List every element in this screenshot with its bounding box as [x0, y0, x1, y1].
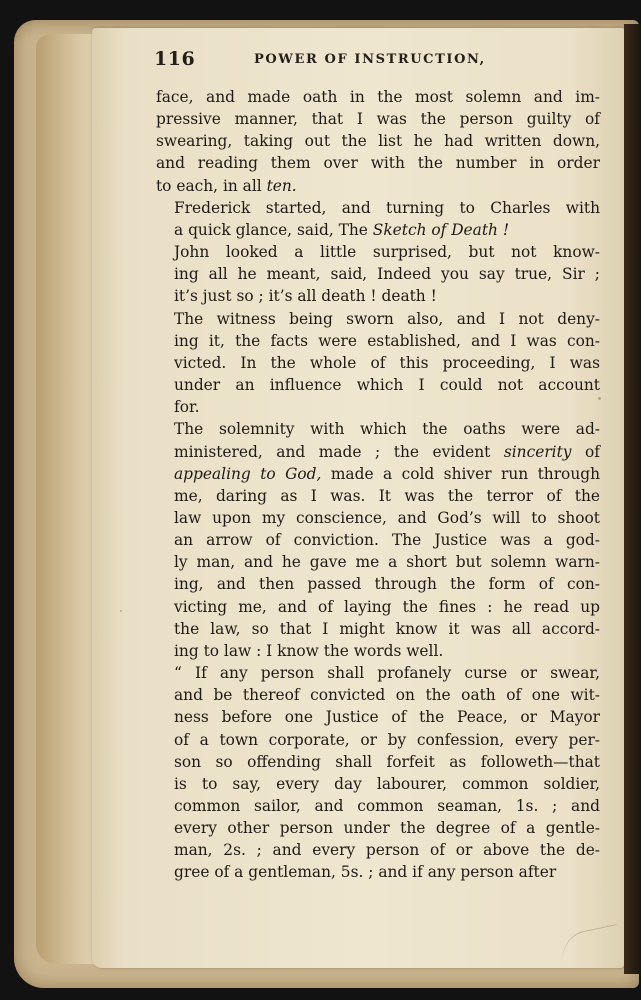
paragraph [156, 197, 600, 241]
paragraph [156, 662, 600, 884]
text-line: The witness being sworn also, and I not deny- [174, 309, 600, 328]
italic-text: Sketch of Death ! [372, 220, 510, 239]
text-line: ing all he meant, said, Indeed you say true, Sir ; [174, 265, 600, 284]
text-line: me, daring as I was. It was the terror of the [174, 486, 600, 505]
text-line: ing, and then passed through the form of con- [174, 575, 600, 594]
text-line: for. [174, 398, 200, 417]
text-line: ing it, the facts were established, and I was con- [174, 331, 600, 350]
paragraph [156, 308, 600, 419]
italic-text: ten. [266, 176, 297, 195]
italic-text: sincerity [503, 442, 572, 461]
text-line: of a town corporate, or by confession, every per- [174, 730, 600, 749]
text-line: victing me, and of laying the fines : he read up [174, 597, 600, 616]
text-line: under an influence which I could not account [174, 376, 600, 395]
text-line: ness before one Justice of the Peace, or Mayor [174, 708, 600, 727]
text-line: and be thereof convicted on the oath of one wit- [174, 686, 600, 705]
text-line: gree of a gentleman, 5s. ; and if any person after [174, 863, 557, 882]
text-line: “ If any person shall profanely curse or swear, [174, 664, 600, 683]
paragraph [156, 86, 600, 197]
text-line: common sailor, and common seaman, 1s. ; and [174, 797, 600, 815]
italic-text: appealing to God, [174, 464, 322, 483]
text-line: pressive manner, that I was the person guilty of [156, 110, 600, 129]
running-title: POWER OF INSTRUCTION, [254, 52, 486, 67]
text-line: law upon my conscience, and God’s will to shoot [174, 508, 600, 527]
text-line: a quick glance, said, The Sketch of Death ! [174, 220, 510, 239]
text-line: ly man, and he gave me a short but solemn warn- [174, 553, 600, 572]
text-line: to each, in all ten. [156, 176, 297, 195]
text-line: swearing, taking out the list he had written down, [156, 132, 600, 151]
text-line: victed. In the whole of this proceeding, I was [174, 353, 600, 372]
text-line: Frederick started, and turning to Charles with [174, 198, 600, 217]
text-line: every other person under the degree of a gentle- [174, 819, 600, 838]
text-line: man, 2s. ; and every person of or above the de- [174, 841, 600, 860]
book-cover-edge [624, 24, 641, 974]
paper-speck [120, 610, 122, 612]
text-line: it’s just so ; it’s all death ! death ! [174, 287, 437, 306]
text-line: and reading them over with the number in order [156, 154, 600, 173]
text-line: face, and made oath in the most solemn and im- [156, 88, 600, 106]
page-body-text [156, 86, 600, 884]
page-number: 116 [154, 48, 196, 70]
paragraph [156, 241, 600, 307]
text-line: son so offending shall forfeit as followeth—that [174, 752, 600, 771]
text-line: the law, so that I might know it was all accord- [174, 619, 600, 638]
text-line: is to say, every day labourer, common soldier, [174, 774, 600, 793]
text-line: appealing to God, made a cold shiver run through [174, 464, 600, 483]
text-line: John looked a little surprised, but not know- [174, 243, 600, 262]
text-line: an arrow of conviction. The Justice was a god- [174, 531, 600, 550]
text-line: ministered, and made ; the evident sincerity of [174, 442, 600, 461]
paragraph [156, 418, 600, 662]
text-line: ing to law : I know the words well. [174, 641, 444, 660]
text-line: The solemnity with which the oaths were ad- [174, 420, 600, 439]
